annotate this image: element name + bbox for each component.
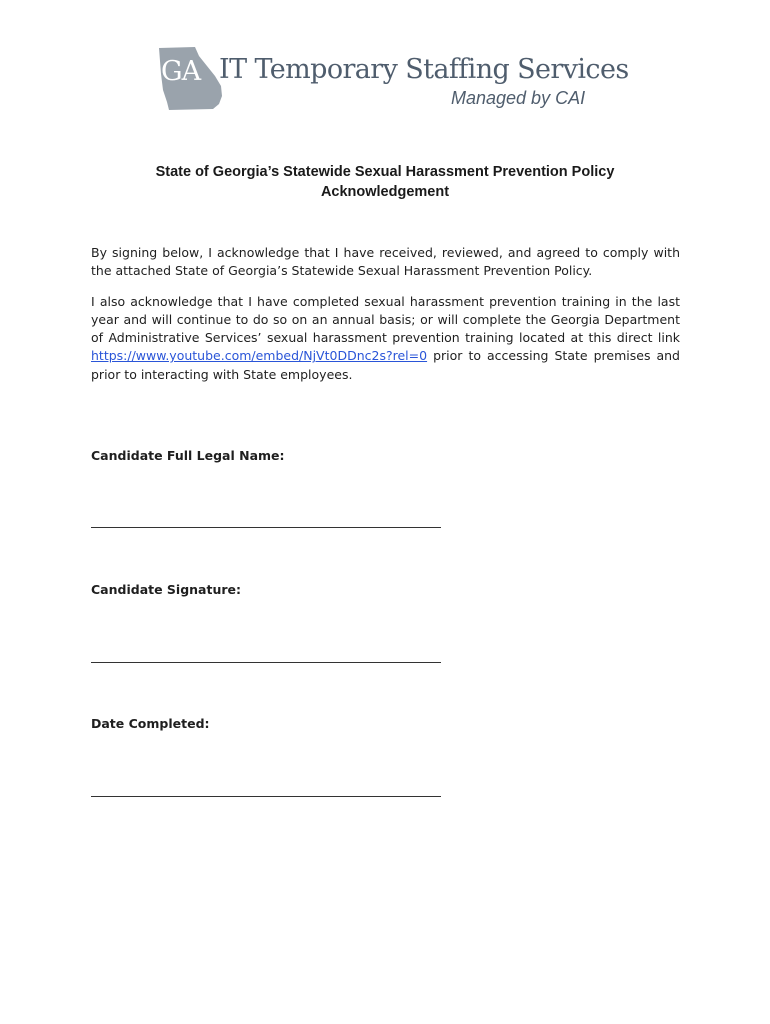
paragraph-2-text-before: I also acknowledge that I have completed sexual harassment prevention training in the last year and will continue to do so on an annual basis; or will complete the Georgia Department of Administrative Services’ sexual harassment prevention training located at this direct link xyxy=(91,293,680,346)
acknowledgement-paragraph-2 xyxy=(91,293,680,384)
company-logo xyxy=(155,44,629,116)
training-video-link[interactable]: https://www.youtube.com/embed/NjVt0DDnc2s?rel=0 xyxy=(91,348,428,364)
paragraph-2-text-after: prior to accessing State premises and prior to interacting with State employees. xyxy=(91,348,680,382)
document-title-line-1: State of Georgia’s Statewide Sexual Harassment Prevention Policy xyxy=(155,164,615,180)
logo-abbreviation: GA xyxy=(161,56,201,87)
signature-line[interactable] xyxy=(91,662,441,663)
full-legal-name-label: Candidate Full Legal Name: xyxy=(91,448,285,463)
full-legal-name-line[interactable] xyxy=(91,527,441,528)
date-completed-line[interactable] xyxy=(91,796,441,797)
signature-label: Candidate Signature: xyxy=(91,582,242,597)
acknowledgement-paragraph-1: By signing below, I acknowledge that I have received, reviewed, and agreed to comply with the attached State of Georgia’s Statewide Sexual Harassment Prevention Policy. xyxy=(91,244,680,278)
date-completed-label: Date Completed: xyxy=(91,716,210,731)
document-title-line-2: Acknowledgement xyxy=(320,184,450,200)
document-title xyxy=(90,162,680,202)
logo-subtitle: Managed by CAI xyxy=(451,88,586,108)
logo-title: IT Temporary Staffing Services xyxy=(219,54,629,85)
